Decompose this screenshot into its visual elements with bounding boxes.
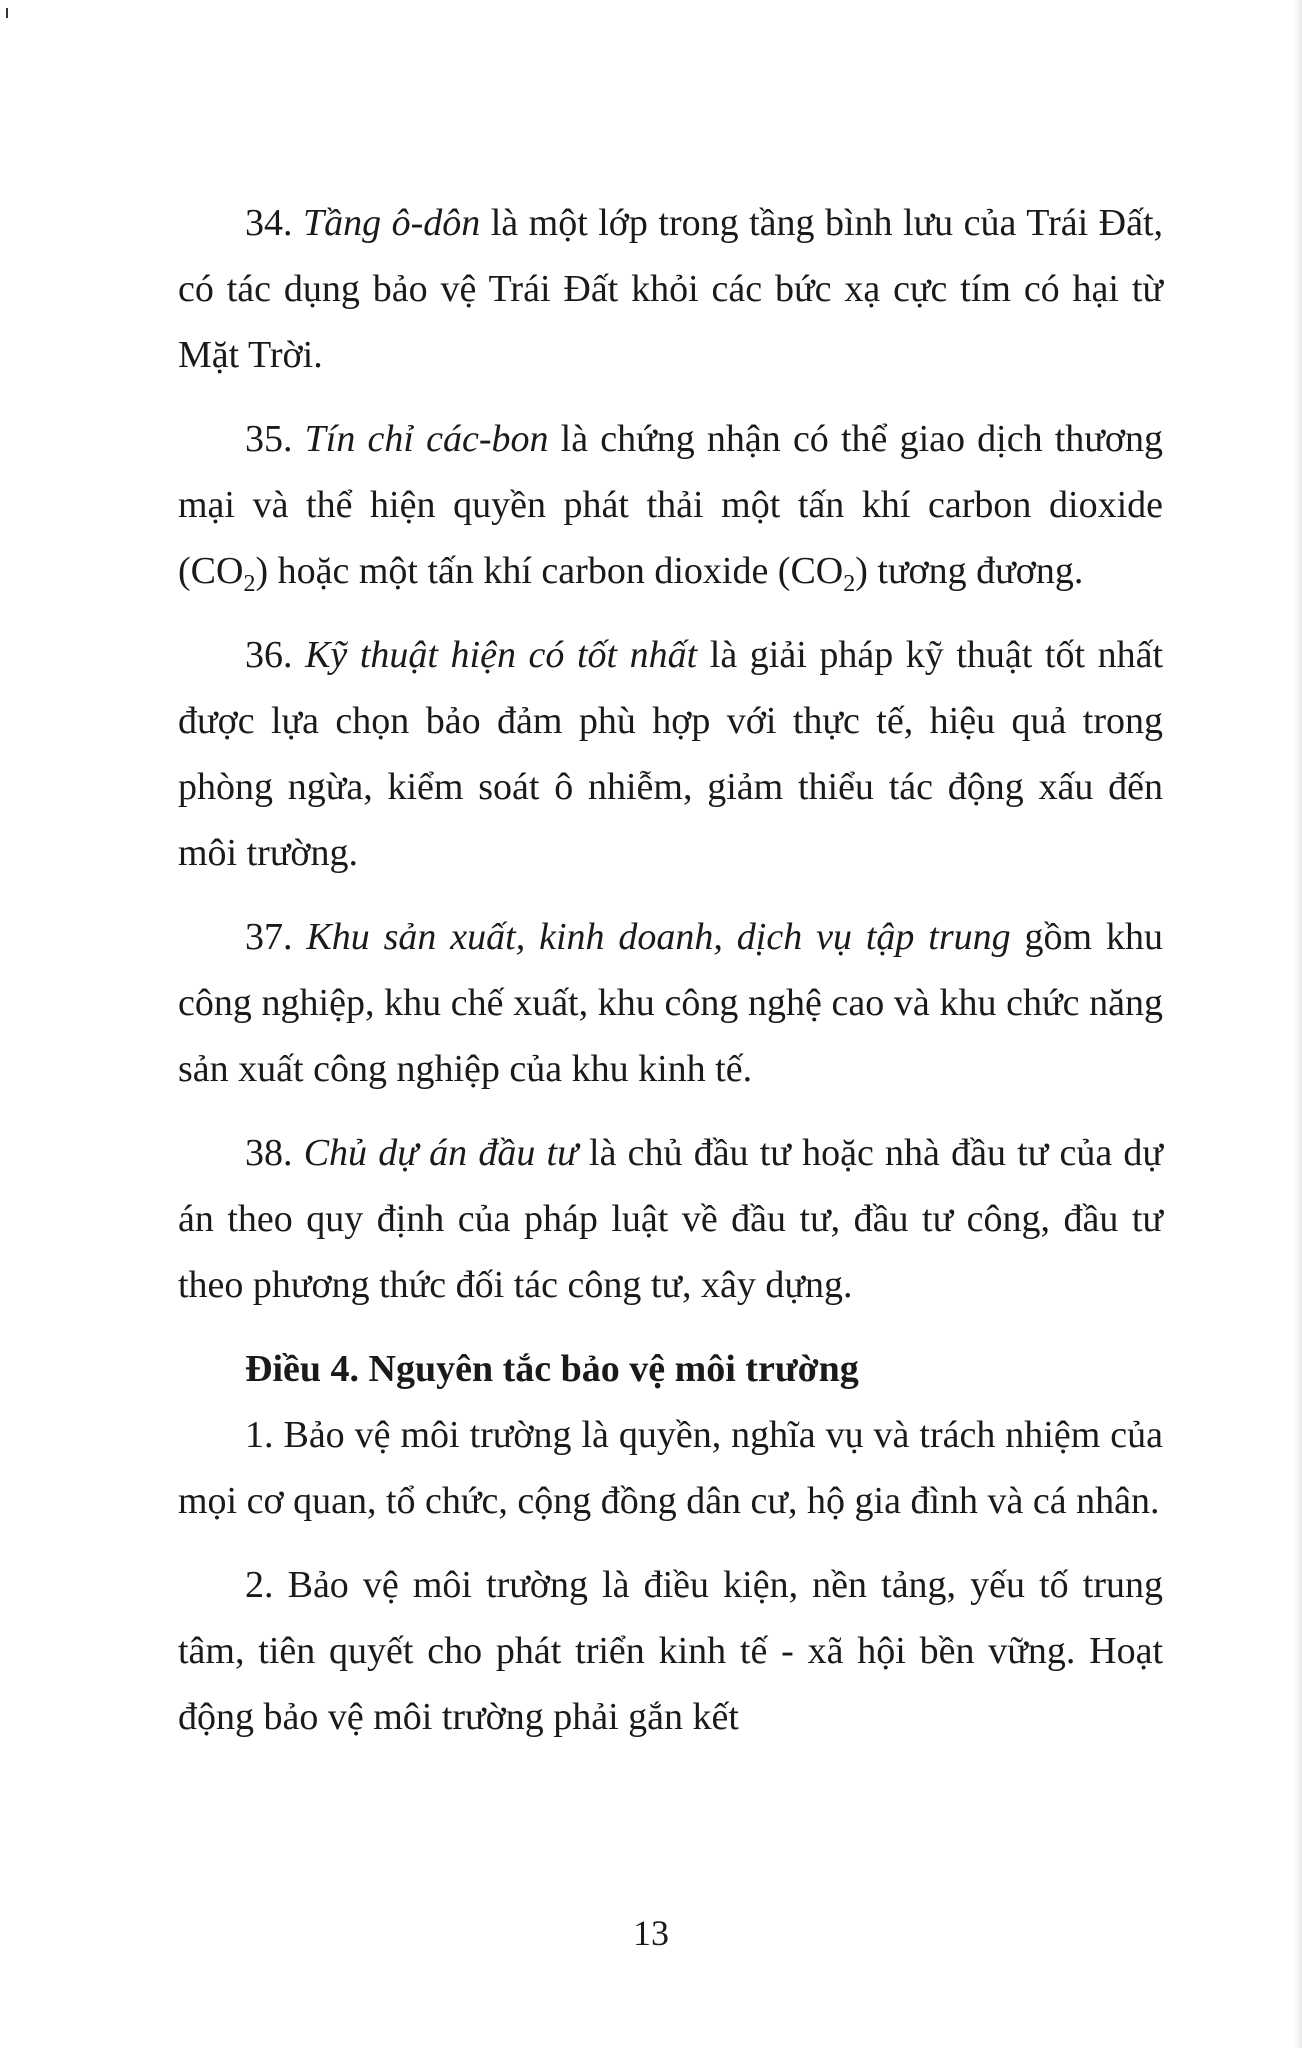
- item-number: 35.: [245, 418, 293, 460]
- definition-item-38: [178, 1120, 1163, 1318]
- defined-term: Kỹ thuật hiện có tốt nhất: [305, 634, 698, 676]
- definition-text: là giải pháp kỹ thuật tốt nhất được lựa chọn bảo đảm phù hợp với thực tế, hiệu quả trong phòng ngừa, kiểm soát ô nhiễm, giảm thiểu tác động xấu đến môi trường.: [178, 634, 1163, 874]
- page-number: 13: [633, 1913, 669, 1953]
- defined-term: Chủ dự án đầu tư: [303, 1132, 578, 1174]
- page-edge: [1294, 0, 1302, 2048]
- definition-text: là chứng nhận có thể giao dịch thương mại và thể hiện quyền phát thải một tấn khí carbon dioxide (CO: [178, 418, 1163, 592]
- definition-text: là chủ đầu tư hoặc nhà đầu tư của dự án theo quy định của pháp luật về đầu tư, đầu tư công, đầu tư theo phương thức đối tác công tư, xây dựng.: [178, 1132, 1164, 1306]
- defined-term: Tín chỉ các-bon: [304, 418, 549, 460]
- defined-term: Khu sản xuất, kinh doanh, dịch vụ tập trung: [306, 916, 1011, 958]
- item-number: 38.: [245, 1132, 293, 1174]
- definition-text: ) hoặc một tấn khí carbon dioxide (CO: [255, 550, 844, 592]
- article-clause-1: 1. Bảo vệ môi trường là quyền, nghĩa vụ và trách nhiệm của mọi cơ quan, tổ chức, cộng đồng dân cư, hộ gia đình và cá nhân.: [178, 1414, 1163, 1522]
- definition-text: là một lớp trong tầng bình lưu của Trái Đất, có tác dụng bảo vệ Trái Đất khỏi các bức xạ cực tím có hại từ Mặt Trời.: [178, 202, 1164, 376]
- scan-mark: [6, 8, 8, 18]
- definition-item-35: [178, 406, 1163, 604]
- subscript: 2: [843, 571, 856, 597]
- definition-item-34: [178, 190, 1163, 388]
- definition-item-37: [178, 904, 1163, 1102]
- item-number: 36.: [245, 634, 293, 676]
- page-body: [178, 190, 1163, 1768]
- article-heading: Điều 4. Nguyên tắc bảo vệ môi trường: [245, 1348, 859, 1390]
- article-clause-2: 2. Bảo vệ môi trường là điều kiện, nền tảng, yếu tố trung tâm, tiên quyết cho phát triển kinh tế - xã hội bền vững. Hoạt động bảo vệ môi trường phải gắn kết: [178, 1564, 1163, 1738]
- definition-item-36: [178, 622, 1163, 886]
- definition-text: ) tương đương.: [855, 550, 1084, 592]
- definition-text: gồm khu công nghiệp, khu chế xuất, khu công nghệ cao và khu chức năng sản xuất công nghiệp của khu kinh tế.: [178, 916, 1163, 1090]
- item-number: 37.: [245, 916, 293, 958]
- subscript: 2: [243, 571, 256, 597]
- item-number: 34.: [245, 202, 293, 244]
- defined-term: Tầng ô-dôn: [302, 202, 481, 244]
